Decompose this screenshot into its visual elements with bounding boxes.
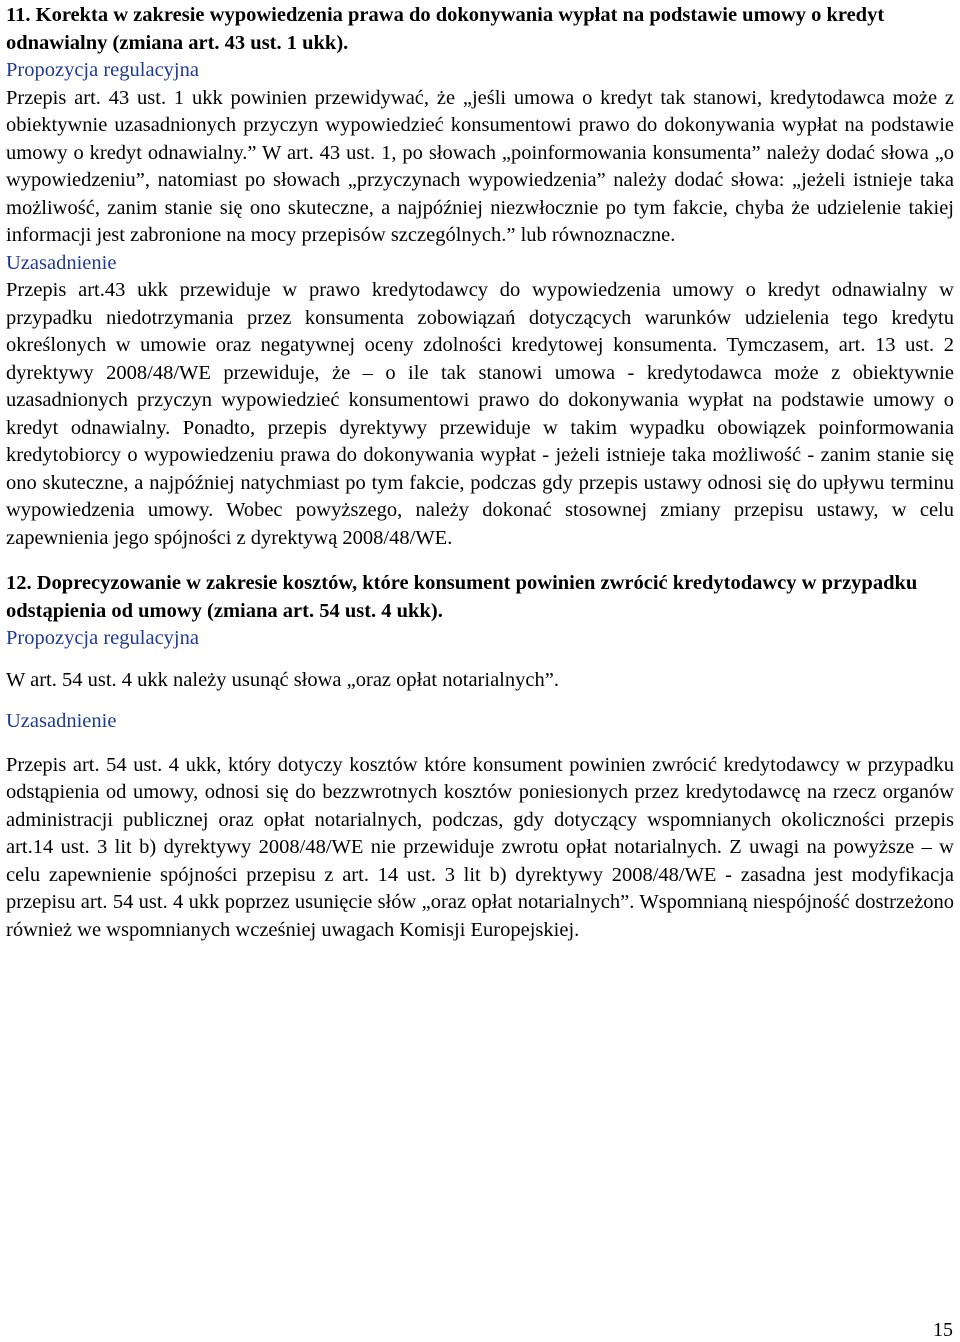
section-12-justification-label: Uzasadnienie	[6, 710, 117, 732]
section-12-justification-text: Przepis art. 54 ust. 4 ukk, który dotyczy kosztów które konsument powinien zwrócić kredytodawcy w przypadku odstąpienia od umowy, odnosi się do bezzwrotnych kosztów poniesionych przez kredytodawcę na rzecz organów administracji publicznej oraz opłat notarialnych, podczas, gdy dotyczący wspomnianych okoliczności przepis art.14 ust. 3 lit b) dyrektywy 2008/48/WE nie przewiduje zwrotu opłat notarialnych. Z uwagi na powyższe – w celu zapewnienie spójności przepisu z art. 14 ust. 3 lit b) dyrektywy 2008/48/WE - zasadna jest modyfikacja przepisu art. 54 ust. 4 ukk poprzez usunięcie słów „oraz opłat notarialnych”. Wspomnianą niespójność dostrzeżono również we wspomnianych wcześniej uwagach Komisji Europejskiej.	[6, 753, 954, 941]
section-12-proposal-text: W art. 54 ust. 4 ukk należy usunąć słowa „oraz opłat notarialnych”.	[6, 668, 559, 691]
page-number: 15	[933, 1319, 953, 1341]
section-11-justification-label: Uzasadnienie	[6, 251, 117, 274]
section-11-justification-text: Przepis art.43 ukk przewiduje w prawo kredytodawcy do wypowiedzenia umowy o kredyt odnawialny w przypadku niedotrzymania przez konsumenta zobowiązań dotyczących warunków udzielenia tego kredytu określonych w umowie oraz negatywnej oceny zdolności kredytowej konsumenta. Tymczasem, art. 13 ust. 2 dyrektywy 2008/48/WE przewiduje, że – o ile tak stanowi umowa - kredytodawca może z obiektywnie uzasadnionych przyczyn wypowiedzieć konsumentowi prawo do dokonywania wypłat na podstawie umowy o kredyt odnawialny. Ponadto, przepis dyrektywy przewiduje w takim wypadku obowiązek poinformowania kredytobiorcy o wypowiedzeniu prawa do dokonywania wypłat - jeżeli istnieje taka możliwość - zanim stanie się ono skuteczne, a najpóźniej natychmiast po tym fakcie, podczas gdy przepis ustawy odnosi się do upływu terminu wypowiedzenia umowy. Wobec powyższego, należy dokonać stosownej zmiany przepisu ustawy, w celu zapewnienia jego spójności z dyrektywą 2008/48/WE.	[6, 279, 954, 549]
section-11-proposal-label: Propozycja regulacyjna	[6, 59, 199, 81]
section-11-heading: 11. Korekta w zakresie wypowiedzenia prawa do dokonywania wypłat na podstawie umowy o kredyt odnawialny (zmiana art. 43 ust. 1 ukk).	[6, 4, 885, 54]
section-12-heading: 12. Doprecyzowanie w zakresie kosztów, które konsument powinien zwrócić kredytodawcy w przypadku odstąpienia od umowy (zmiana art. 54 ust. 4 ukk).	[6, 572, 918, 622]
document-page	[6, 2, 954, 944]
section-12-proposal-label: Propozycja regulacyjna	[6, 627, 199, 649]
section-11-proposal-text: Przepis art. 43 ust. 1 ukk powinien przewidywać, że „jeśli umowa o kredyt tak stanowi, kredytodawca może z obiektywnie uzasadnionych przyczyn wypowiedzieć konsumentowi prawo do dokonywania wypłat na podstawie umowy o kredyt odnawialny.” W art. 43 ust. 1, po słowach „poinformowania konsumenta” należy dodać słowa „o wypowiedzeniu”, natomiast po słowach „przyczynach wypowiedzenia” należy dodać słowa: „jeżeli istnieje taka możliwość, zanim stanie się ono skuteczne, a najpóźniej niezwłocznie po tym fakcie, chyba że udzielenie takiej informacji jest zabronione na mocy przepisów szczególnych.” lub równoznaczne.	[6, 86, 954, 246]
